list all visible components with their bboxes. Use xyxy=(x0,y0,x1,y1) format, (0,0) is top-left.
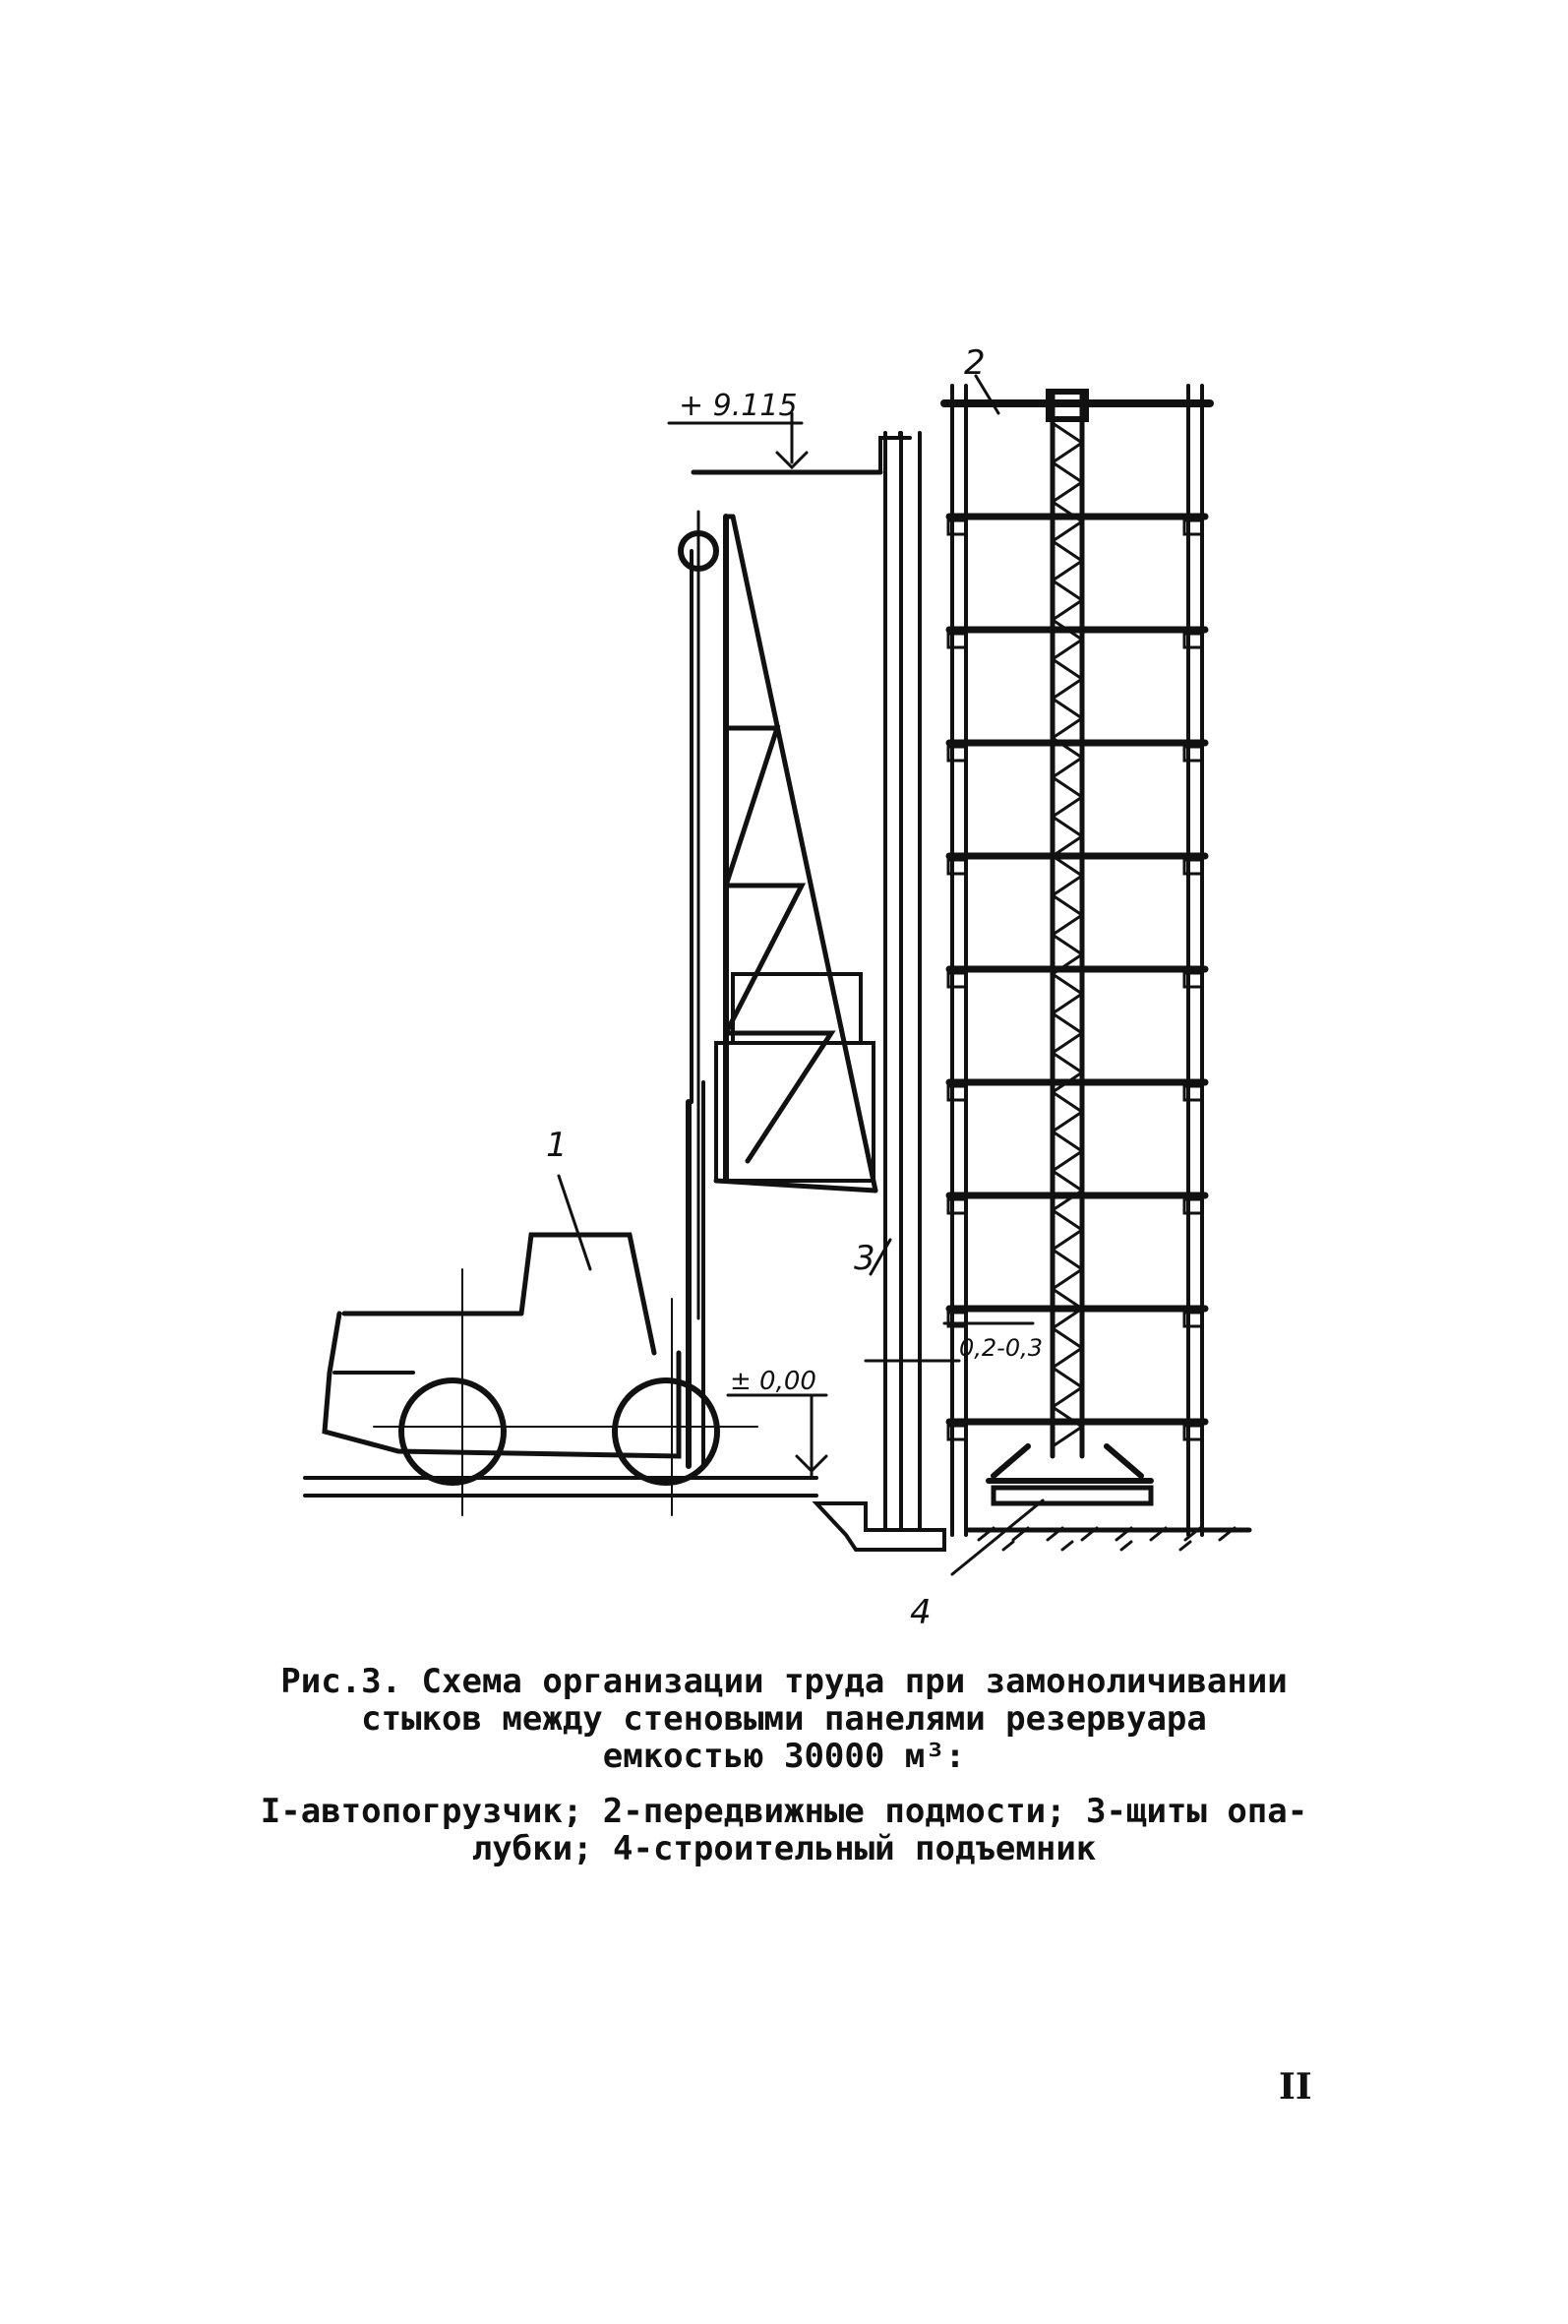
caption-line-2: стыков между стеновыми панелями резервуара xyxy=(361,1699,1207,1739)
label-4: 4 xyxy=(910,1593,932,1632)
label-2: 2 xyxy=(964,343,986,383)
forklift-mast xyxy=(681,438,910,1318)
elevation-top-label: + 9.115 xyxy=(679,389,798,423)
figure-legend xyxy=(197,1793,1371,1867)
caption-line-1: Рис.3. Схема организации труда при замоноличивании xyxy=(280,1662,1288,1701)
gap-label: 0,2-0,3 xyxy=(959,1334,1043,1362)
page-number: II xyxy=(1279,2066,1312,2108)
label-1: 1 xyxy=(546,1126,568,1165)
caption-line-3: емкостью 30000 м³: xyxy=(602,1737,966,1776)
legend-line-1: I-автопогрузчик; 2-передвижные подмости; 3-щиты опа- xyxy=(260,1792,1308,1831)
elevation-marker-zero xyxy=(728,1395,826,1476)
elevation-zero-label: ± 0,00 xyxy=(730,1367,816,1396)
legend-line-2: лубки; 4-строительный подъемник xyxy=(471,1829,1097,1868)
leader-1 xyxy=(559,1176,590,1269)
label-3: 3 xyxy=(854,1239,875,1278)
figure-caption xyxy=(197,1663,1371,1775)
